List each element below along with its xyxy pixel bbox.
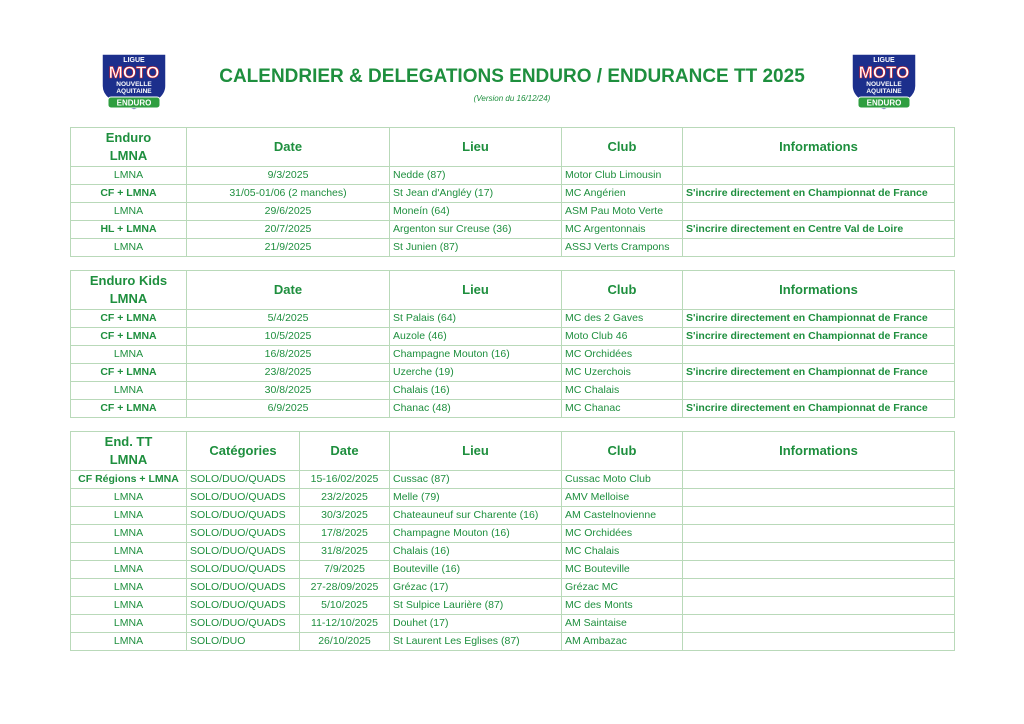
date-cell: 30/3/2025	[300, 507, 390, 525]
date-header: Date	[300, 432, 390, 471]
table-row	[71, 203, 955, 221]
date-cell: 27-28/09/2025	[300, 579, 390, 597]
club-cell: Cussac Moto Club	[562, 471, 683, 489]
svg-text:NOUVELLE: NOUVELLE	[116, 81, 152, 88]
info-cell	[683, 239, 955, 257]
club-cell: Motor Club Limousin	[562, 167, 683, 185]
lieu-cell: St Junien (87)	[390, 239, 562, 257]
date-cell: 9/3/2025	[187, 167, 390, 185]
categories-cell: SOLO/DUO/QUADS	[187, 525, 300, 543]
table-row	[71, 615, 955, 633]
category-cell: LMNA	[71, 382, 187, 400]
lieu-cell: Uzerche (19)	[390, 364, 562, 382]
categories-cell: SOLO/DUO/QUADS	[187, 543, 300, 561]
club-cell: MC Chanac	[562, 400, 683, 418]
date-header: Date	[187, 271, 390, 310]
table-row	[71, 543, 955, 561]
table-row	[71, 185, 955, 203]
table-row	[71, 471, 955, 489]
club-cell: ASSJ Verts Crampons	[562, 239, 683, 257]
date-cell: 29/6/2025	[187, 203, 390, 221]
category-header: End. TT LMNA	[71, 432, 187, 471]
category-cell: CF + LMNA	[71, 185, 187, 203]
category-cell: LMNA	[71, 561, 187, 579]
table-row	[71, 364, 955, 382]
table-row	[71, 525, 955, 543]
enduro-kids-table	[70, 270, 955, 418]
lieu-cell: Nedde (87)	[390, 167, 562, 185]
category-header: Enduro LMNA	[71, 128, 187, 167]
lieu-cell: Chanac (48)	[390, 400, 562, 418]
categories-cell: SOLO/DUO/QUADS	[187, 615, 300, 633]
lieu-cell: Grézac (17)	[390, 579, 562, 597]
table-row	[71, 507, 955, 525]
category-cell: CF + LMNA	[71, 364, 187, 382]
info-cell	[683, 579, 955, 597]
category-header: Enduro Kids LMNA	[71, 271, 187, 310]
club-cell: MC Argentonnais	[562, 221, 683, 239]
info-cell	[683, 561, 955, 579]
info-cell: S'incrire directement en Championnat de France	[683, 400, 955, 418]
club-cell: AM Saintaise	[562, 615, 683, 633]
category-cell: LMNA	[71, 203, 187, 221]
date-cell: 31/8/2025	[300, 543, 390, 561]
club-cell: ASM Pau Moto Verte	[562, 203, 683, 221]
categories-cell: SOLO/DUO/QUADS	[187, 579, 300, 597]
svg-text:LIGUE: LIGUE	[123, 57, 145, 64]
categories-cell: SOLO/DUO/QUADS	[187, 507, 300, 525]
date-cell: 31/05-01/06 (2 manches)	[187, 185, 390, 203]
categories-cell: SOLO/DUO/QUADS	[187, 561, 300, 579]
category-cell: LMNA	[71, 489, 187, 507]
info-cell: S'incrire directement en Championnat de France	[683, 185, 955, 203]
enduro-rows	[71, 167, 955, 257]
categories-header: Catégories	[187, 432, 300, 471]
lieu-cell: Bouteville (16)	[390, 561, 562, 579]
table-row	[71, 328, 955, 346]
version-note: (Version du 16/12/24)	[473, 94, 551, 103]
svg-text:NOUVELLE: NOUVELLE	[866, 81, 902, 88]
svg-text:MOTO: MOTO	[108, 63, 160, 82]
date-cell: 20/7/2025	[187, 221, 390, 239]
category-cell: CF + LMNA	[71, 400, 187, 418]
date-cell: 30/8/2025	[187, 382, 390, 400]
date-cell: 5/4/2025	[187, 310, 390, 328]
category-cell: LMNA	[71, 615, 187, 633]
lieu-cell: Chateauneuf sur Charente (16)	[390, 507, 562, 525]
svg-text:ENDURO: ENDURO	[866, 98, 902, 108]
table-row	[71, 579, 955, 597]
table-row	[71, 561, 955, 579]
categories-cell: SOLO/DUO/QUADS	[187, 597, 300, 615]
table-row	[71, 382, 955, 400]
info-cell	[683, 615, 955, 633]
info-cell: S'incrire directement en Championnat de France	[683, 328, 955, 346]
info-cell: S'incrire directement en Championnat de France	[683, 310, 955, 328]
category-cell: CF + LMNA	[71, 328, 187, 346]
club-cell: MC Bouteville	[562, 561, 683, 579]
table-header-row	[71, 432, 955, 471]
enduro-table	[70, 127, 955, 257]
info-header: Informations	[683, 128, 955, 167]
info-cell	[683, 507, 955, 525]
info-cell	[683, 382, 955, 400]
lieu-header: Lieu	[390, 128, 562, 167]
date-header: Date	[187, 128, 390, 167]
table-row	[71, 167, 955, 185]
club-cell: MC Orchidées	[562, 525, 683, 543]
page-title: CALENDRIER & DELEGATIONS ENDURO / ENDURANCE TT 2025	[219, 66, 805, 87]
category-cell: LMNA	[71, 167, 187, 185]
date-cell: 7/9/2025	[300, 561, 390, 579]
category-cell: CF + LMNA	[71, 310, 187, 328]
club-cell: AM Ambazac	[562, 633, 683, 651]
svg-text:ENDURO: ENDURO	[116, 98, 152, 108]
info-header: Informations	[683, 432, 955, 471]
table-row	[71, 400, 955, 418]
category-cell: LMNA	[71, 579, 187, 597]
categories-cell: SOLO/DUO	[187, 633, 300, 651]
date-cell: 16/8/2025	[187, 346, 390, 364]
table-row	[71, 346, 955, 364]
table-row	[71, 597, 955, 615]
svg-text:AQUITAINE: AQUITAINE	[116, 88, 152, 95]
category-cell: LMNA	[71, 507, 187, 525]
lieu-header: Lieu	[390, 271, 562, 310]
lieu-cell: Chalais (16)	[390, 543, 562, 561]
club-cell: MC Chalais	[562, 543, 683, 561]
date-cell: 15-16/02/2025	[300, 471, 390, 489]
club-cell: Grézac MC	[562, 579, 683, 597]
club-header: Club	[562, 432, 683, 471]
table-row	[71, 489, 955, 507]
table-row	[71, 310, 955, 328]
endtt-rows	[71, 471, 955, 651]
date-cell: 26/10/2025	[300, 633, 390, 651]
lieu-header: Lieu	[390, 432, 562, 471]
club-cell: MC des 2 Gaves	[562, 310, 683, 328]
club-header: Club	[562, 271, 683, 310]
club-cell: MC Orchidées	[562, 346, 683, 364]
club-cell: AMV Melloise	[562, 489, 683, 507]
svg-text:MOTO: MOTO	[858, 63, 910, 82]
lieu-cell: Chalais (16)	[390, 382, 562, 400]
date-cell: 5/10/2025	[300, 597, 390, 615]
club-header: Club	[562, 128, 683, 167]
lieu-cell: Auzole (46)	[390, 328, 562, 346]
info-cell	[683, 471, 955, 489]
lieu-cell: Moneín (64)	[390, 203, 562, 221]
category-cell: LMNA	[71, 239, 187, 257]
lieu-cell: St Sulpice Laurière (87)	[390, 597, 562, 615]
table-header-row	[71, 271, 955, 310]
date-cell: 23/8/2025	[187, 364, 390, 382]
endurance-tt-table	[70, 431, 955, 651]
lieu-cell: Champagne Mouton (16)	[390, 525, 562, 543]
info-cell	[683, 525, 955, 543]
category-cell: LMNA	[71, 543, 187, 561]
date-cell: 10/5/2025	[187, 328, 390, 346]
info-cell	[683, 489, 955, 507]
club-cell: MC Uzerchois	[562, 364, 683, 382]
table-header-row	[71, 128, 955, 167]
lieu-cell: St Laurent Les Eglises (87)	[390, 633, 562, 651]
category-cell: LMNA	[71, 346, 187, 364]
club-cell: MC Angérien	[562, 185, 683, 203]
lieu-cell: Argenton sur Creuse (36)	[390, 221, 562, 239]
info-cell	[683, 203, 955, 221]
info-cell	[683, 633, 955, 651]
info-cell: S'incrire directement en Championnat de France	[683, 364, 955, 382]
lieu-cell: St Jean d'Angléy (17)	[390, 185, 562, 203]
lieu-cell: Douhet (17)	[390, 615, 562, 633]
date-cell: 6/9/2025	[187, 400, 390, 418]
club-cell: MC Chalais	[562, 382, 683, 400]
lieu-cell: Champagne Mouton (16)	[390, 346, 562, 364]
svg-text:LIGUE: LIGUE	[873, 57, 895, 64]
table-row	[71, 239, 955, 257]
info-cell: S'incrire directement en Centre Val de Loire	[683, 221, 955, 239]
svg-text:AQUITAINE: AQUITAINE	[866, 88, 902, 95]
table-row	[71, 221, 955, 239]
club-cell: MC des Monts	[562, 597, 683, 615]
info-cell	[683, 167, 955, 185]
date-cell: 17/8/2025	[300, 525, 390, 543]
categories-cell: SOLO/DUO/QUADS	[187, 471, 300, 489]
date-cell: 21/9/2025	[187, 239, 390, 257]
date-cell: 11-12/10/2025	[300, 615, 390, 633]
category-cell: LMNA	[71, 525, 187, 543]
table-row	[71, 633, 955, 651]
info-cell	[683, 543, 955, 561]
categories-cell: SOLO/DUO/QUADS	[187, 489, 300, 507]
info-cell	[683, 597, 955, 615]
lieu-cell: Cussac (87)	[390, 471, 562, 489]
category-cell: HL + LMNA	[71, 221, 187, 239]
kids-rows	[71, 310, 955, 418]
date-cell: 23/2/2025	[300, 489, 390, 507]
info-cell	[683, 346, 955, 364]
club-cell: AM Castelnovienne	[562, 507, 683, 525]
category-cell: LMNA	[71, 597, 187, 615]
lieu-cell: Melle (79)	[390, 489, 562, 507]
info-header: Informations	[683, 271, 955, 310]
club-cell: Moto Club 46	[562, 328, 683, 346]
lieu-cell: St Palais (64)	[390, 310, 562, 328]
category-cell: CF Régions + LMNA	[71, 471, 187, 489]
category-cell: LMNA	[71, 633, 187, 651]
